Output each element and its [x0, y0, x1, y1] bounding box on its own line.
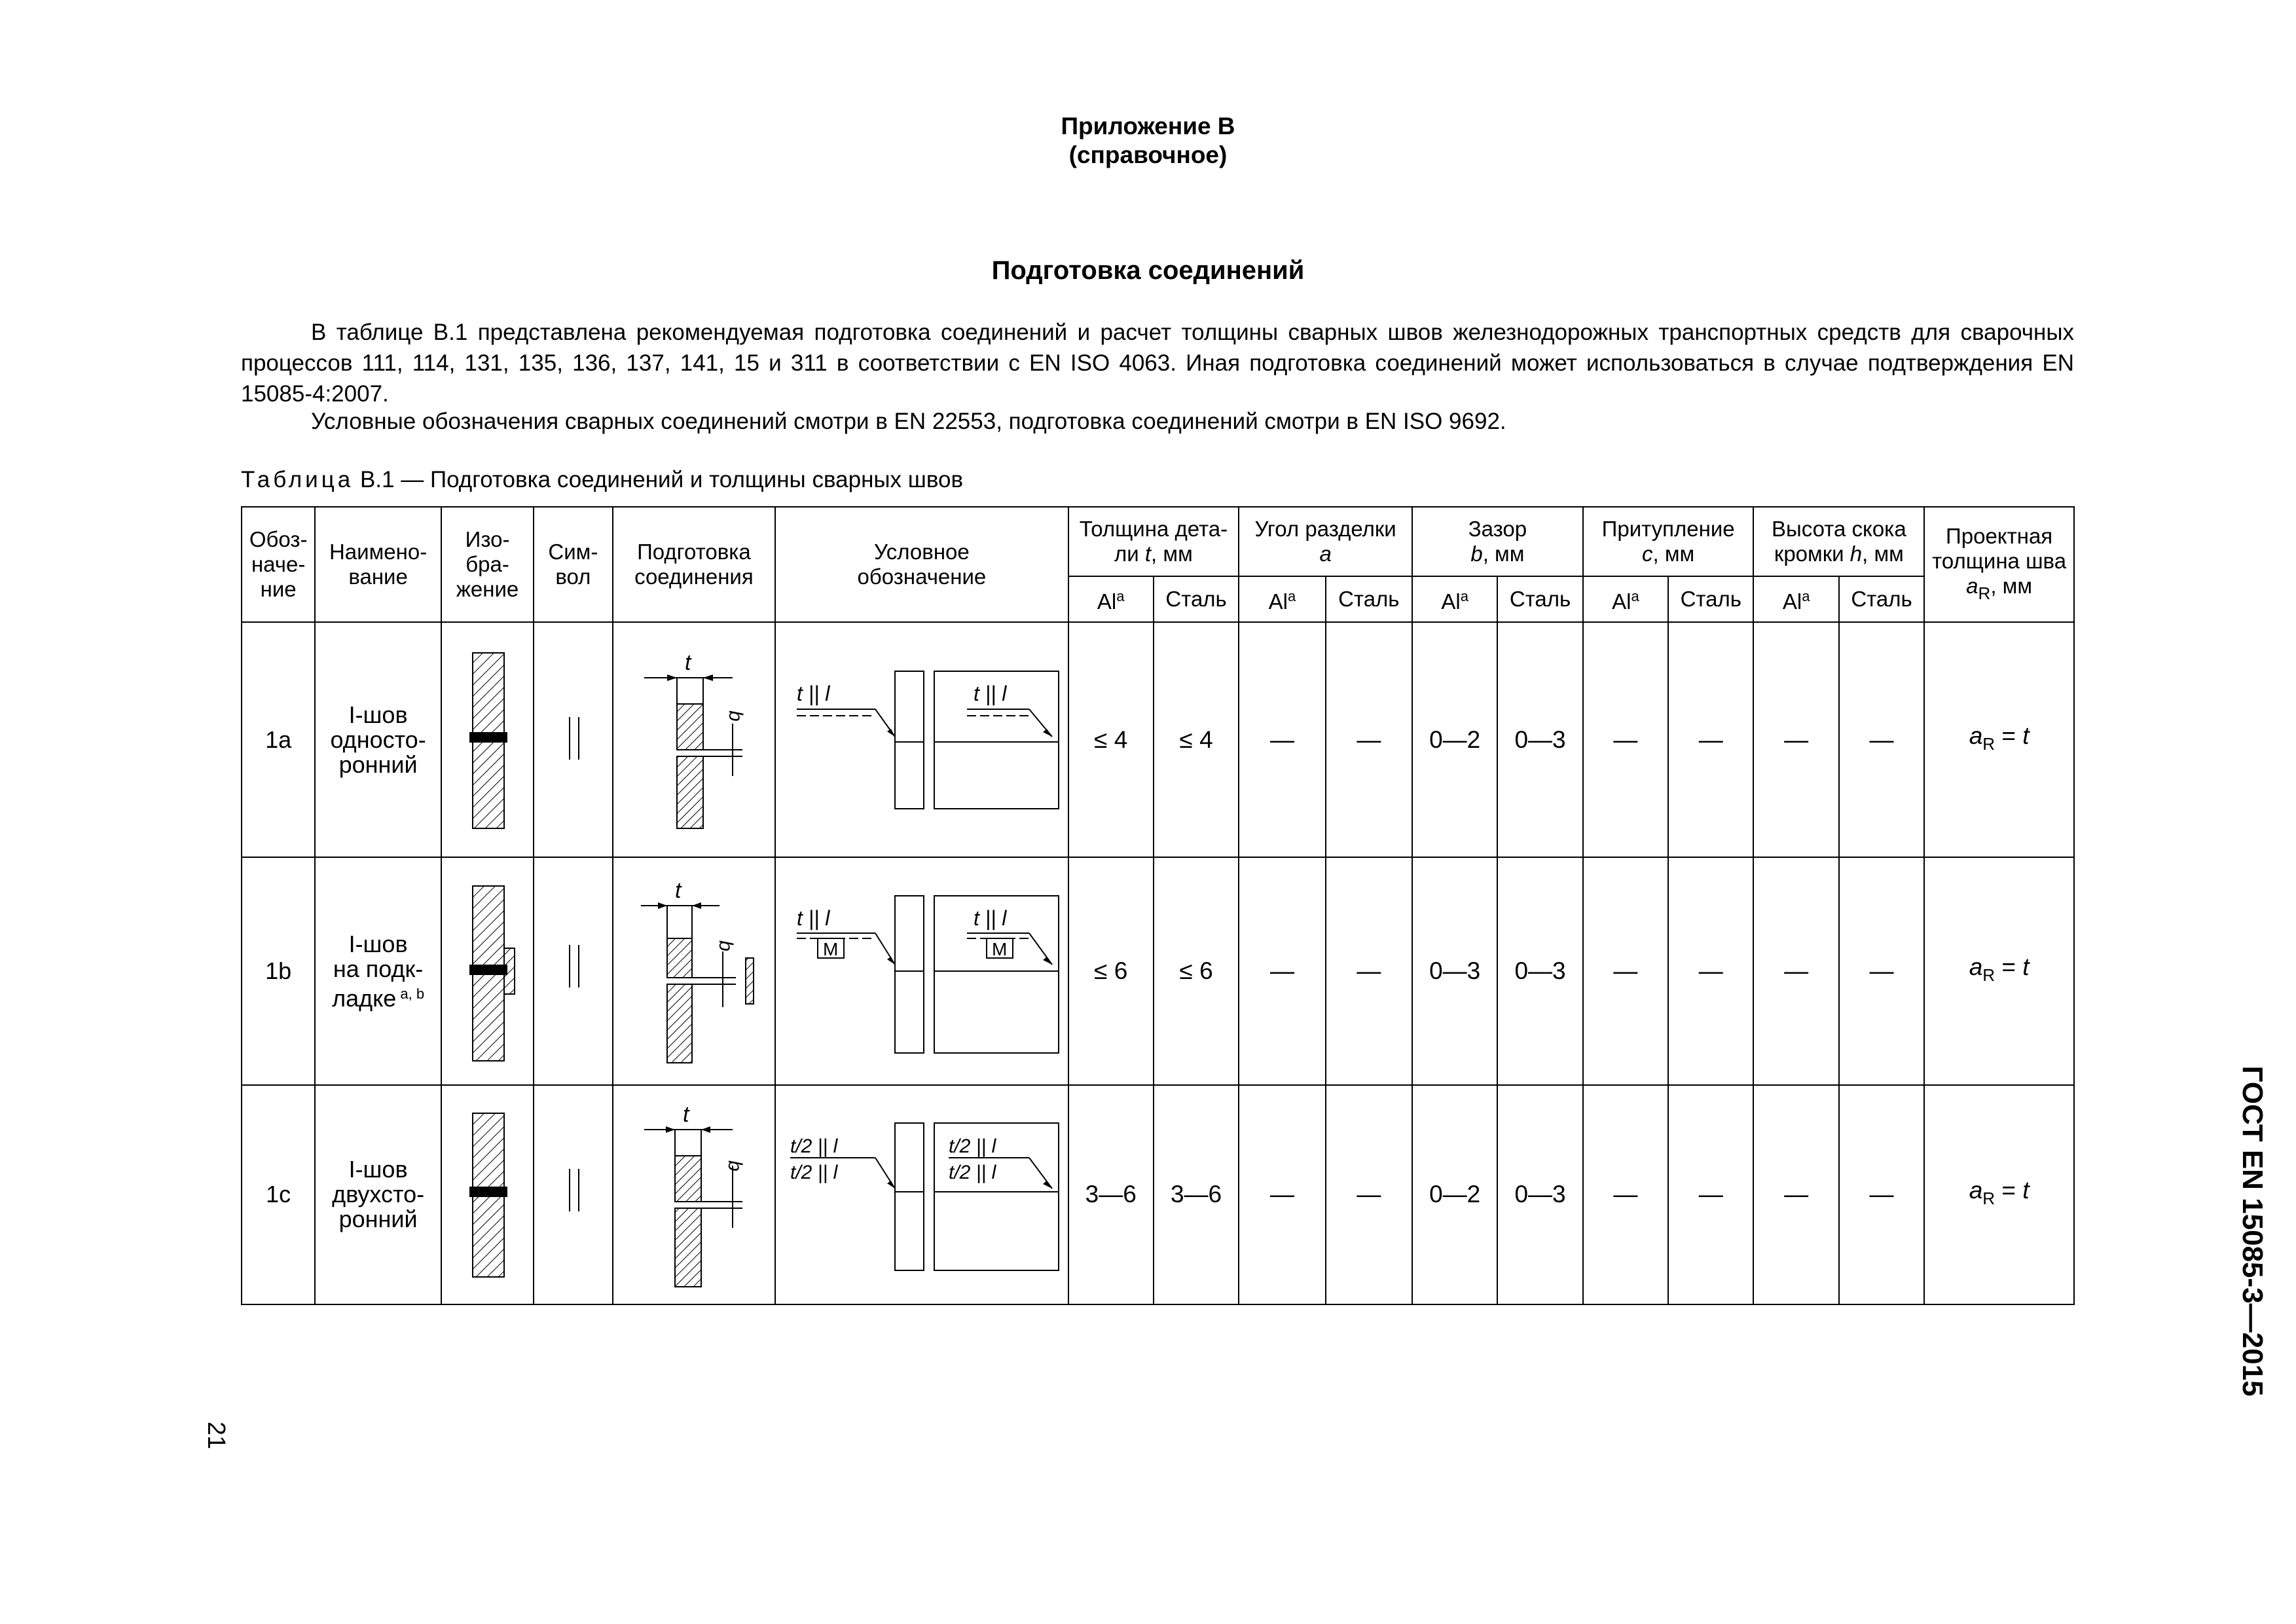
weld-preparation-table — [241, 506, 2075, 1305]
row-designation: 1c — [242, 1085, 315, 1304]
weld-symbol — [534, 1085, 612, 1304]
header-steel-blunting: Сталь — [1668, 576, 1753, 622]
al-thickness: ≤ 4 — [1068, 622, 1154, 857]
al-blunting: — — [1583, 1085, 1668, 1304]
document-standard-id: ГОСТ EN 15085-3—2015 — [2236, 1065, 2269, 1397]
joint-preparation-diagram — [613, 622, 776, 857]
steel-blunting: — — [1668, 622, 1753, 857]
header-blunting: Притупление c, мм — [1583, 507, 1754, 576]
steel-bevel: — — [1839, 1085, 1924, 1304]
svg-text:M: M — [823, 939, 839, 960]
square-butt-symbol-icon — [536, 860, 612, 1082]
al-angle: — — [1239, 857, 1325, 1084]
svg-text:t || l: t || l — [974, 681, 1007, 705]
weld-symbol — [534, 622, 612, 857]
header-thickness: Толщина дета- ли t, мм — [1068, 507, 1239, 576]
svg-text:b: b — [714, 940, 737, 951]
svg-text:M: M — [992, 939, 1008, 960]
header-gap: Зазор b, мм — [1412, 507, 1583, 576]
row-name: I-шов двухсто- ронний — [315, 1085, 441, 1304]
svg-text:t || l: t || l — [797, 681, 830, 705]
row-designation: 1b — [242, 857, 315, 1084]
steel-blunting: — — [1668, 857, 1753, 1084]
al-blunting: — — [1583, 857, 1668, 1084]
steel-blunting: — — [1668, 1085, 1753, 1304]
steel-thickness: 3—6 — [1154, 1085, 1239, 1304]
steel-bevel: — — [1839, 857, 1924, 1084]
svg-text:b: b — [723, 1160, 746, 1172]
svg-text:t/2 || l: t/2 || l — [790, 1135, 838, 1158]
preparation-diagram-icon — [615, 1087, 776, 1302]
header-bevel-height: Высота скока кромки h, мм — [1753, 507, 1924, 576]
svg-text:t: t — [674, 878, 682, 904]
header-preparation: Подготовка соединения — [613, 507, 776, 622]
notation-diagram-icon — [777, 625, 1068, 855]
al-thickness: 3—6 — [1068, 1085, 1154, 1304]
table-caption-label: Таблица — [241, 467, 354, 492]
al-blunting: — — [1583, 622, 1668, 857]
square-butt-symbol-icon — [536, 625, 612, 855]
table-row — [242, 622, 2074, 857]
steel-angle: — — [1326, 622, 1412, 857]
header-al-gap: Al$^a$ — [1412, 576, 1497, 622]
table-caption-text: B.1 — Подготовка соединений и толщины сварных швов — [354, 467, 964, 492]
intro-paragraph: В таблице B.1 представлена рекомендуемая подготовка соединений и расчет толщины сварных швов железнодорожных транспортных средств для сварочных процессов 111, 114, 131, 135, 136, 137, 141, 15 и 311 в соответствии с EN ISO 4063. Иная подготовка соединений может использоваться в случае подтверждения EN 15085-4:2007. — [241, 320, 2074, 407]
steel-angle: — — [1326, 857, 1412, 1084]
row-name: I-шов односто- ронний — [315, 622, 441, 857]
conventional-notation — [775, 857, 1068, 1084]
conventional-notation — [775, 622, 1068, 857]
steel-gap: 0—3 — [1497, 1085, 1582, 1304]
steel-angle: — — [1326, 1085, 1412, 1304]
header-designation: Обоз- наче- ние — [242, 507, 315, 622]
header-steel-bevel: Сталь — [1839, 576, 1924, 622]
svg-text:t/2 || l: t/2 || l — [949, 1162, 996, 1184]
svg-text:t/2 || l: t/2 || l — [949, 1135, 996, 1158]
steel-gap: 0—3 — [1497, 622, 1582, 857]
al-angle: — — [1239, 1085, 1325, 1304]
steel-bevel: — — [1839, 622, 1924, 857]
weld-symbol — [534, 857, 612, 1084]
svg-text:t/2 || l: t/2 || l — [790, 1162, 838, 1184]
notation-diagram-icon — [777, 860, 1068, 1082]
header-name: Наимено- вание — [315, 507, 441, 622]
header-design-throat: Проектная толщина шва $a_R$, мм — [1924, 507, 2074, 622]
header-al-bevel: Al$^a$ — [1753, 576, 1838, 622]
al-bevel: — — [1753, 857, 1838, 1084]
al-bevel: — — [1753, 1085, 1838, 1304]
al-thickness: ≤ 6 — [1068, 857, 1154, 1084]
double-sided-joint-image-icon — [443, 1087, 534, 1302]
preparation-diagram-icon — [615, 860, 776, 1082]
svg-text:b: b — [724, 710, 746, 722]
table-caption — [241, 465, 963, 495]
conventional-notation — [775, 1085, 1068, 1304]
row-designation: 1a — [242, 622, 315, 857]
design-throat: $a_R = t$ — [1924, 857, 2074, 1084]
butt-joint-image-icon — [443, 625, 534, 855]
page-number: 21 — [202, 1421, 230, 1450]
annex-type: (справочное) — [1068, 141, 1228, 168]
header-steel-angle: Сталь — [1326, 576, 1412, 622]
joint-image — [441, 857, 534, 1084]
svg-text:t || l: t || l — [974, 906, 1007, 931]
svg-text:t || l: t || l — [797, 906, 830, 931]
al-angle: — — [1239, 622, 1325, 857]
steel-thickness: ≤ 4 — [1154, 622, 1239, 857]
steel-thickness: ≤ 6 — [1154, 857, 1239, 1084]
al-gap: 0—2 — [1412, 1085, 1497, 1304]
header-angle: Угол разделки a — [1239, 507, 1412, 576]
header-steel-thickness: Сталь — [1154, 576, 1239, 622]
steel-gap: 0—3 — [1497, 857, 1582, 1084]
header-al-angle: Al$^a$ — [1239, 576, 1325, 622]
al-gap: 0—3 — [1412, 857, 1497, 1084]
design-throat: $a_R = t$ — [1924, 622, 2074, 857]
section-title: Подготовка соединений — [991, 256, 1305, 285]
annex-title: Приложение B — [1061, 113, 1235, 139]
square-butt-symbol-icon — [536, 1087, 612, 1302]
joint-image — [441, 622, 534, 857]
header-notation: Условное обозначение — [775, 507, 1068, 622]
al-bevel: — — [1753, 622, 1838, 857]
header-image: Изо- бра- жение — [441, 507, 534, 622]
preparation-diagram-icon — [615, 625, 776, 855]
header-al-thickness: Al$^a$ — [1068, 576, 1154, 622]
joint-image — [441, 1085, 534, 1304]
notation-paragraph: Условные обозначения сварных соединений смотри в EN 22553, подготовка соединений смотри в EN ISO 9692. — [311, 409, 1506, 434]
design-throat: $a_R = t$ — [1924, 1085, 2074, 1304]
header-al-blunting: Al$^a$ — [1583, 576, 1668, 622]
backed-joint-image-icon — [443, 860, 534, 1082]
svg-text:t: t — [684, 650, 691, 675]
table-row — [242, 1085, 2074, 1304]
notation-diagram-icon — [777, 1087, 1068, 1302]
joint-preparation-diagram — [613, 1085, 776, 1304]
svg-text:t: t — [682, 1102, 689, 1128]
joint-preparation-diagram — [613, 857, 776, 1084]
header-symbol: Сим- вол — [534, 507, 612, 622]
header-steel-gap: Сталь — [1497, 576, 1582, 622]
table-row — [242, 857, 2074, 1084]
row-name: I-шов на подк- ладке $^{a, b}$ — [315, 857, 441, 1084]
al-gap: 0—2 — [1412, 622, 1497, 857]
